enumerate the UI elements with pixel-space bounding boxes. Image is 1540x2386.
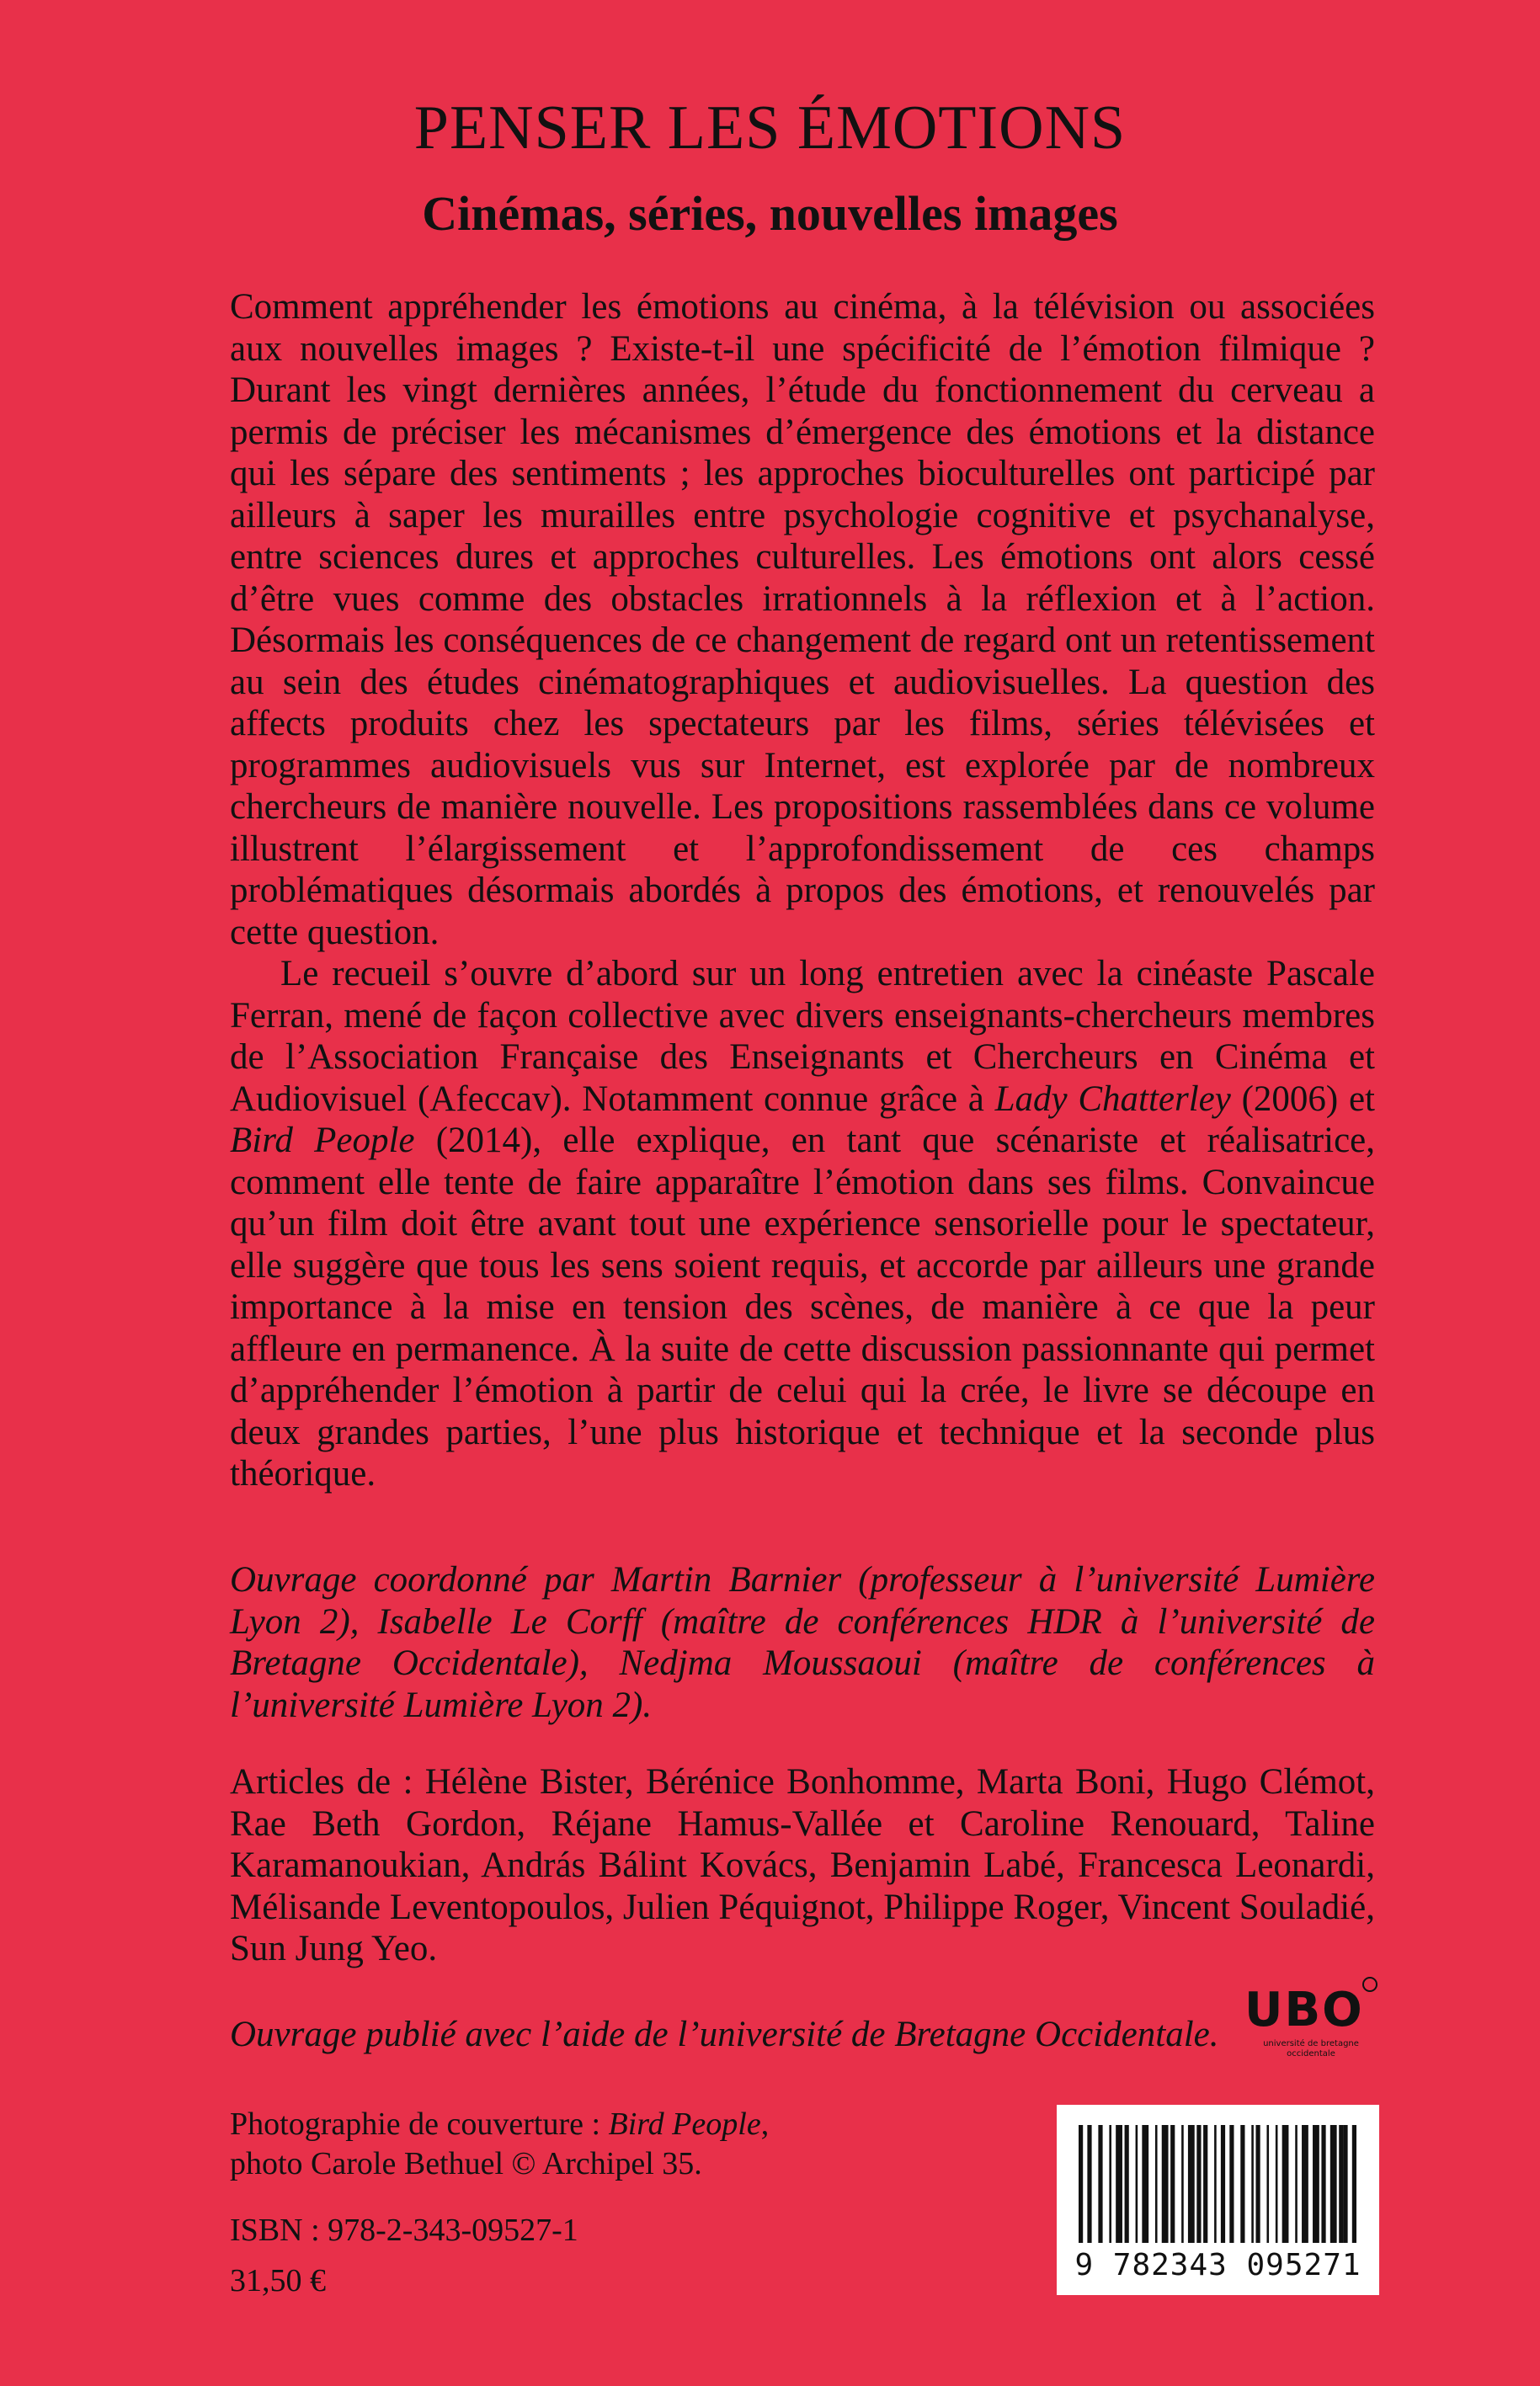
isbn: ISBN : 978-2-343-09527-1 [230,2213,578,2248]
barcode-bar [1282,2125,1289,2243]
barcode-digits: 9 782343 095271 [1074,2248,1361,2282]
barcode-bar [1255,2125,1260,2243]
articles-authors: Articles de : Hélène Bister, Bérénice Bonhomme, Marta Boni, Hugo Clémot, Rae Beth Gordon, Réjane Hamus-Vallée et Caroline Renouard, Taline Karamanoukian, András Bálint Kovács, Benjamin Labé, Francesca Leonardi, Mélisande Leventopoulos, Julien Péquignot, Philippe Roger, Vincent Souladié, Sun Jung Yeo. [230,1762,1375,1968]
book-subtitle: Cinémas, séries, nouvelles images [422,186,1118,241]
barcode-bar [1313,2125,1319,2243]
barcode-bar [1162,2125,1169,2243]
barcode [1057,2105,1379,2295]
barcode-bar [1295,2125,1298,2243]
barcode-bar [1214,2125,1217,2243]
barcode-bar [1155,2125,1158,2243]
ubo-logo-caption: université de bretagne occidentale [1263,2039,1359,2058]
barcode-bar [1109,2125,1111,2243]
barcode-bar [1188,2125,1195,2243]
barcode-bars-icon [1075,2125,1361,2247]
summary [230,286,1375,1495]
ubo-logo-letters: UBO [1244,1983,1364,2037]
credit-label: Photographie de couverture : [230,2106,609,2142]
barcode-bar [1087,2125,1091,2243]
barcode-bar [1142,2125,1148,2243]
summary-paragraph-2 [230,953,1375,1495]
barcode-bar [1321,2125,1325,2243]
barcode-bar [1116,2125,1122,2243]
barcode-bar [1203,2125,1207,2243]
summary-p2-part-c: (2014), elle explique, en tant que scénariste et réalisatrice, comment elle tente de faire apparaître l’émotion dans ses films. Convaincue qu’un film doit être avant tout une expérience sensorielle pour le spectateur, elle suggère que tous les sens soient requis, et accorde par ailleurs une grande importance à la mise en tension des scènes, de manière à ce que la peur affleure en permanence. À la suite de cette discussion passionnante qui permet d’appréhender l’émotion à partir de celui qui la crée, le livre se découpe en deux grandes parties, l’une plus historique et technique et la seconde plus théorique. [230,1121,1375,1494]
barcode-bar [1302,2125,1308,2243]
barcode-bar [1276,2125,1278,2243]
film-title-lady-chatterley: Lady Chatterley [994,1078,1231,1119]
barcode-bar [1136,2125,1138,2243]
barcode-bar [1181,2125,1184,2243]
publication-support-note: Ouvrage publié avec l’aide de l’université de Bretagne Occidentale. [230,2015,1219,2054]
credit-photographer: photo Carole Bethuel © Archipel 35. [230,2146,702,2181]
barcode-bar [1339,2125,1343,2243]
barcode-bar [1240,2125,1244,2243]
barcode-bar [1229,2125,1234,2243]
film-title-bird-people: Bird People [230,1121,415,1160]
barcode-bar [1079,2125,1083,2243]
barcode-bar [1266,2125,1269,2243]
book-title: PENSER LES ÉMOTIONS [413,93,1127,162]
coordination-note: Ouvrage coordonné par Martin Barnier (professeur à l’université Lumière Lyon 2), Isabelle Le Corff (maître de conférences HDR à l’université de Bretagne Occidentale), Nedjma Moussaoui (maître de conférences à l’université Lumière Lyon 2). [230,1560,1375,1725]
barcode-bar [1221,2125,1225,2243]
barcode-bar [1098,2125,1102,2243]
summary-p2-part-b: (2006) et [1230,1078,1375,1119]
ueb-badge-icon [1362,1977,1377,1992]
credit-film-title: Bird People [608,2106,761,2142]
barcode-bar [1343,2125,1347,2243]
barcode-bar [1196,2125,1201,2243]
price: 31,50 € [230,2263,326,2298]
barcode-bar [1352,2125,1356,2243]
ubo-logo [1244,1983,1379,2071]
cover-photo-credit: Photographie de couverture : Bird People, photo Carole Bethuel © Archipel 35. [230,2106,770,2181]
barcode-bar [1251,2125,1254,2243]
barcode-bar [1125,2125,1129,2243]
summary-paragraph-1: Comment appréhender les émotions au cinéma, à la télévision ou associées aux nouvelles images ? Existe-t-il une spécificité de l’émotion filmique ? Durant les vingt dernières années, l’étude du fonctionnement du cerveau a permis de préciser les mécanismes d’émergence des émotions et la distance qui les sépare des sentiments ; les approches bioculturelles ont participé par ailleurs à saper les murailles entre psychologie cognitive et psychanalyse, entre sciences dures et approches culturelles. Les émotions ont alors cessé d’être vues comme des obstacles irrationnels à la réflexion et à l’action. Désormais les conséquences de ce changement de regard ont un retentissement au sein des études cinématographiques et audiovisuelles. La question des affects produits chez les spectateurs par les films, séries télévisées et programmes audiovisuels vus sur Internet, est explorée par de nombreux chercheurs de manière nouvelle. Les propositions rassemblées dans ce volume illustrent l’élargissement et l’approfondissement de ces champs problématiques désormais abordés à propos des émotions, et renouvelés par cette question. [230,287,1375,952]
barcode-bar [1170,2125,1175,2243]
barcode-bar [1330,2125,1337,2243]
summary-p2-part-a: Le recueil s’ouvre d’abord sur un long entretien avec la cinéaste Pascale Ferran, mené de façon collective avec divers enseignants-chercheurs membres de l’Association Française des Enseignants et Chercheurs en Cinéma et Audiovisuel (Afeccav). Notamment connue grâce à [230,954,1375,1119]
